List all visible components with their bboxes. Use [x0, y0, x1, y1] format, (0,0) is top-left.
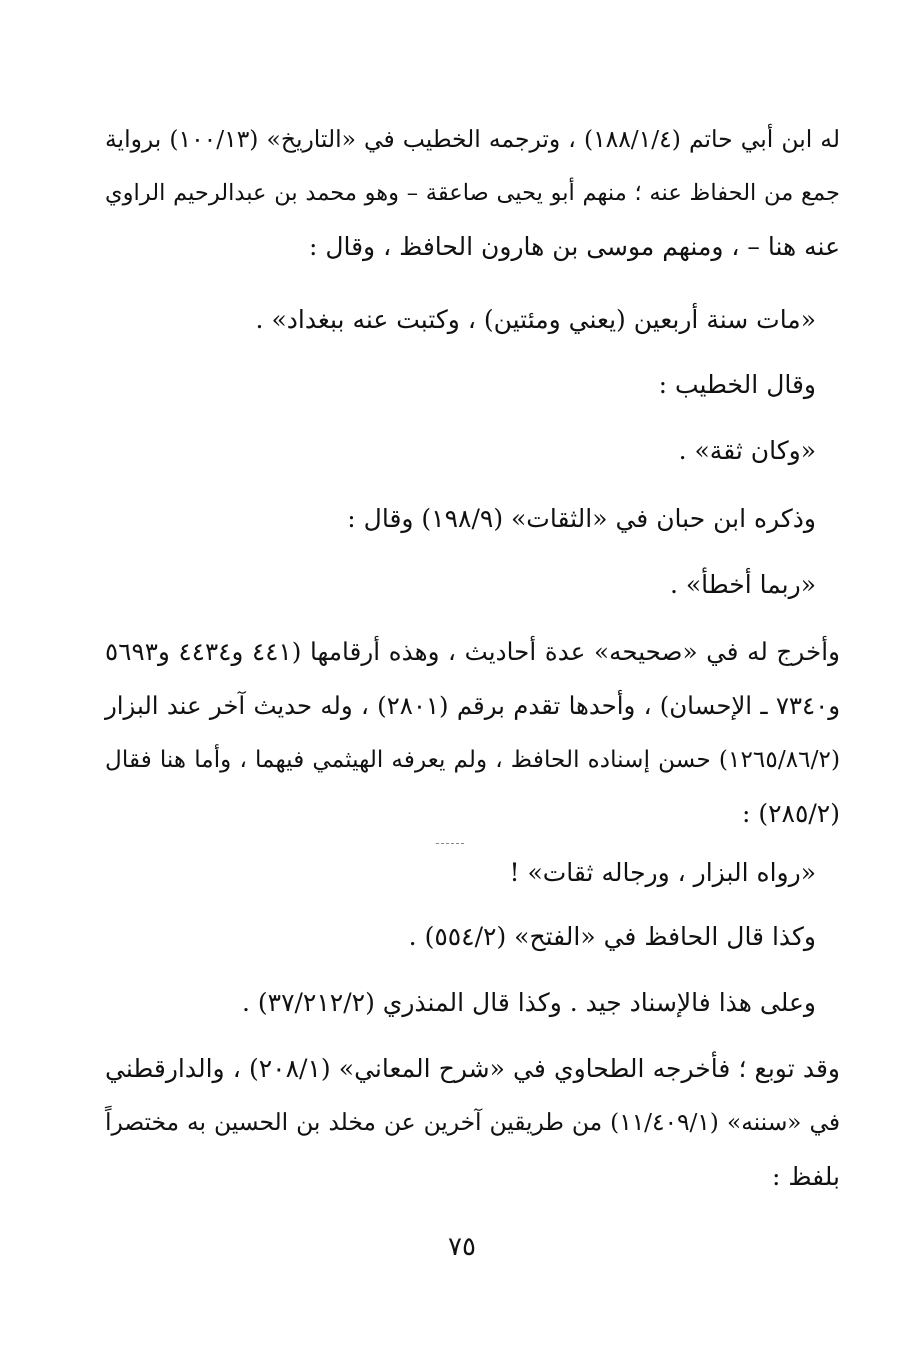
quote-4 — [81, 846, 816, 900]
text-line: «وكان ثقة» . — [678, 436, 816, 465]
page-number: ٧٥ — [448, 1232, 476, 1262]
paragraph-1 — [105, 112, 840, 274]
text-line: عنه هنا – ، ومنهم موسى بن هارون الحافظ ، وقال : — [308, 232, 840, 261]
text-line: وعلى هذا فالإسناد جيد . وكذا قال المنذري (٣٧/٢١٢/٢) . — [242, 988, 816, 1017]
paragraph-2 — [81, 358, 816, 412]
quote-3 — [81, 558, 816, 612]
divider — [436, 843, 464, 844]
text-line: «مات سنة أربعين (يعني ومئتين) ، وكتبت عنه ببغداد» . — [255, 305, 816, 334]
text-line: «رواه البزار ، ورجاله ثقات» ! — [509, 858, 816, 887]
paragraph-6 — [81, 976, 816, 1030]
text-line: وأخرج له في «صحيحه» عدة أحاديث ، وهذه أرقامها (٤٤١ و٤٤٣٤ و٥٦٩٣ — [105, 637, 840, 666]
text-line: و٧٣٤٠ ـ الإحسان) ، وأحدها تقدم برقم (٢٨٠١) ، وله حديث آخر عند البزار — [105, 691, 840, 720]
text-line: (٢٨٥/٢) : — [741, 799, 840, 828]
paragraph-3 — [81, 492, 816, 546]
paragraph-4 — [105, 625, 840, 841]
text-line: في «سننه» (١١/٤٠٩/١) من طريقين آخرين عن مخلد بن الحسين به مختصراً — [105, 1109, 840, 1136]
text-line: له ابن أبي حاتم (١٨٨/١/٤) ، وترجمه الخطيب في «التاريخ» (١٠٠/١٣) برواية — [105, 125, 840, 153]
quote-1 — [81, 293, 816, 347]
text-line: وقال الخطيب : — [658, 370, 816, 399]
text-line: (١٢٦٥/٨٦/٢) حسن إسناده الحافظ ، ولم يعرفه الهيثمي فيهما ، وأما هنا فقال — [105, 746, 840, 773]
text-line: بلفظ : — [772, 1162, 840, 1191]
text-line: وقد توبع ؛ فأخرجه الطحاوي في «شرح المعاني» (٢٠٨/١) ، والدارقطني — [105, 1054, 840, 1083]
text-line: وذكره ابن حبان في «الثقات» (١٩٨/٩) وقال : — [347, 504, 816, 533]
paragraph-7 — [105, 1042, 840, 1204]
text-line: «ربما أخطأ» . — [669, 570, 816, 599]
paragraph-5 — [81, 910, 816, 964]
quote-2 — [81, 424, 816, 478]
text-line: وكذا قال الحافظ في «الفتح» (٥٥٤/٢) . — [408, 922, 816, 951]
text-line: جمع من الحفاظ عنه ؛ منهم أبو يحيى صاعقة – وهو محمد بن عبدالرحيم الراوي — [105, 180, 840, 206]
